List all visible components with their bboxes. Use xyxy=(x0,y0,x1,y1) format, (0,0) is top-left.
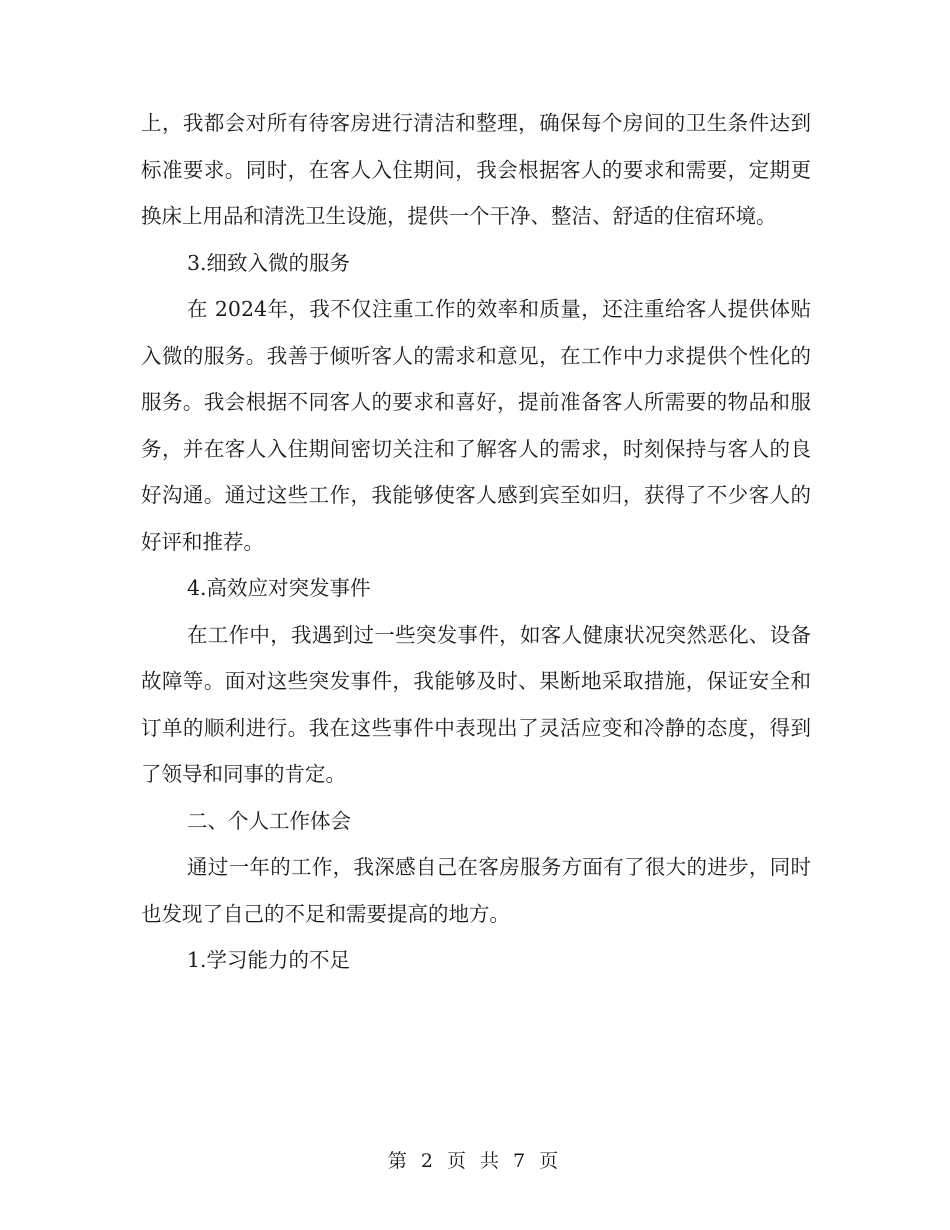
page-body xyxy=(141,100,811,984)
paragraph: 在工作中，我遇到过一些突发事件，如客人健康状况突然恶化、设备故障等。面对这些突发事件，我能够及时、果断地采取措施，保证安全和订单的顺利进行。我在这些事件中表现出了灵活应变和冷静的态度，得到了领导和同事的肯定。 xyxy=(141,622,811,786)
section-heading: 1.学习能力的不足 xyxy=(187,948,351,972)
section-heading: 3.细致入微的服务 xyxy=(187,250,351,275)
section-heading: 4.高效应对突发事件 xyxy=(187,576,371,600)
paragraph: 通过一年的工作，我深感自己在客房服务方面有了很大的进步，同时也发现了自己的不足和需要提高的地方。 xyxy=(141,855,811,926)
page-number-footer: 第 2 页 共 7 页 xyxy=(387,1150,563,1172)
paragraph: 上，我都会对所有待客房进行清洁和整理，确保每个房间的卫生条件达到标准要求。同时，在客人入住期间，我会根据客人的要求和需要，定期更换床上用品和清洗卫生设施，提供一个干净、整洁、舒适的住宿环境。 xyxy=(141,111,811,228)
paragraph: 在 2024年，我不仅注重工作的效率和质量，还注重给客人提供体贴入微的服务。我善于倾听客人的需求和意见，在工作中力求提供个性化的服务。我会根据不同客人的要求和喜好，提前准备客人所需要的物品和服务，并在客人入住期间密切关注和了解客人的需求，时刻保持与客人的良好沟通。通过这些工作，我能够使客人感到宾至如归，获得了不少客人的好评和推荐。 xyxy=(141,297,811,554)
section-heading: 二、个人工作体会 xyxy=(187,808,351,833)
